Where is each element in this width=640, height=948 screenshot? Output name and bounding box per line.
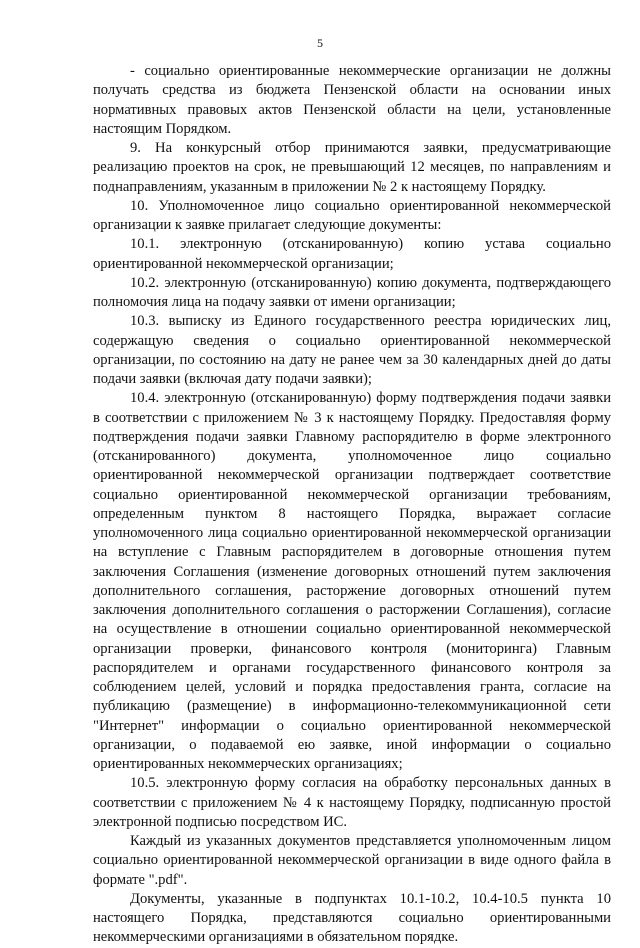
paragraph-item-10-2: 10.2. электронную (отсканированную) копию документа, подтверждающего полномочия лица на подачу заявки от имени организации; bbox=[93, 274, 611, 310]
paragraph-mandatory-documents: Документы, указанные в подпунктах 10.1-10.2, 10.4-10.5 пункта 10 настоящего Порядка, представляются социально ориентированными некоммерческими организациями в обязательном порядке. bbox=[93, 890, 611, 946]
paragraph-item-10-5: 10.5. электронную форму согласия на обработку персональных данных в соответствии с приложением № 4 к настоящему Порядку, подписанную простой электронной подписью посредством ИС. bbox=[93, 775, 611, 830]
paragraph-file-format: Каждый из указанных документов представляется уполномоченным лицом социально ориентированной некоммерческой организации в виде одного файла в формате ".pdf". bbox=[93, 833, 611, 888]
document-body bbox=[93, 62, 611, 948]
paragraph-item-10-3: 10.3. выписку из Единого государственного реестра юридических лиц, содержащую сведения о социально ориентированной некоммерческой организации, по состоянию на дату не ранее чем за 30 календарных дней до даты подачи заявки (включая дату подачи заявки); bbox=[93, 313, 611, 387]
paragraph-item-10-1: 10.1. электронную (отсканированную) копию устава социально ориентированной некоммерческой организации; bbox=[93, 236, 611, 272]
paragraph-restriction-funding: - социально ориентированные некоммерческие организации не должны получать средства из бюджета Пензенской области на основании иных нормативных правовых актов Пензенской области на цели, установленные настоящим Порядком. bbox=[93, 63, 611, 137]
page-number: 5 bbox=[317, 36, 323, 50]
paragraph-item-10-4: 10.4. электронную (отсканированную) форму подтверждения подачи заявки в соответствии с приложением № 3 к настоящему Порядку. Предоставляя форму подтверждения подачи заявки Главному распорядителю в форме электронного (отсканированного) документа, уполномоченное лицо социально ориентированной некоммерческой организации подтверждает соответствие социально ориентированной некоммерческой организации требованиям, определенным пунктом 8 настоящего Порядка, выражает согласие уполномоченного лица социально ориентированной некоммерческой организации на вступление с Главным распорядителем в договорные отношения путем заключения Соглашения (изменение договорных отношений путем заключения дополнительного соглашения, расторжение договорных отношений путем заключения дополнительного соглашения о расторжении Соглашения), согласие на осуществление в отношении социально ориентированной некоммерческой организации проверки, финансового контроля (мониторинга) Главным распорядителем и органами государственного финансового контроля за соблюдением целей, условий и порядка предоставления гранта, согласие на публикацию (размещение) в информационно-телекоммуникационной сети "Интернет" информации о социально ориентированной некоммерческой организации, о подаваемой ею заявке, иной информации о социально ориентированных некоммерческих организациях; bbox=[93, 390, 611, 772]
paragraph-item-9: 9. На конкурсный отбор принимаются заявки, предусматривающие реализацию проектов на срок, не превышающий 12 месяцев, по направлениям и поднаправлениям, указанным в приложении № 2 к настоящему Порядку. bbox=[93, 140, 611, 195]
paragraph-item-10: 10. Уполномоченное лицо социально ориентированной некоммерческой организации к заявке прилагает следующие документы: bbox=[93, 197, 611, 233]
